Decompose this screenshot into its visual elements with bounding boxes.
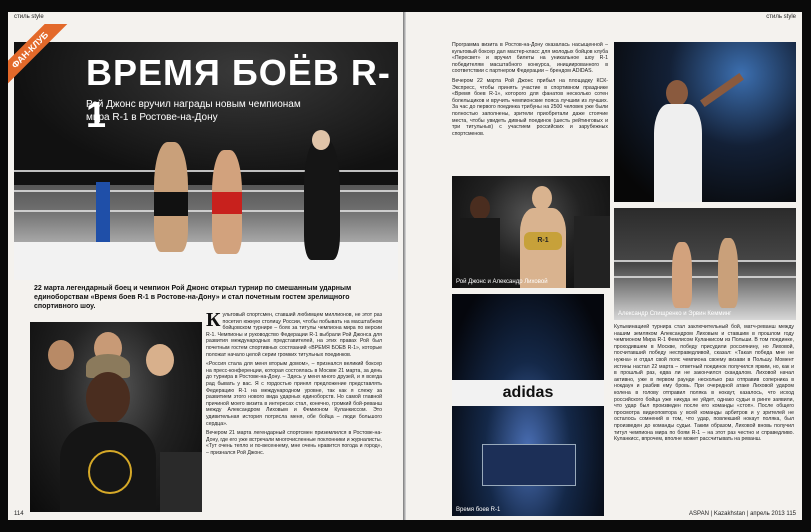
referee [304, 138, 340, 260]
running-head-right: стиль style [766, 14, 796, 20]
article-title: ВРЕМЯ БОЁВ R-1 [86, 52, 391, 135]
right-paragraph-2: Вечером 22 марта Рой Джонс прибыл на площадку КСК-Экспресс, чтобы принять участие в спортивном празднике «Время боев R-1», которого для фанатов несколько сотен болельщиков и вручить чемпионские пояса лучшим из лучших. За час до первого поединка трибуны на 2500 человек уже были полностью заполнены, зрители приобретали даже стоячие места, чтобы увидеть дивный поединок (шесть рейтинговых и три титульных) с участием российских и зарубежных спортсменов. [452, 77, 608, 137]
right-intro-column [452, 42, 608, 137]
championship-belt: R-1 [524, 232, 562, 250]
body-column [206, 309, 382, 456]
caption-arena: Время боев R-1 [456, 507, 501, 513]
right-paragraph-1: Программа визита в Ростов-на-Дону оказалась насыщенной – культовый боксер дал мастер-класс для молодых бойцов клуба «Пересвет» и вручил билеты на уникальное шоу R-1 победителям масштабного конкурса, инициированного в соответствии с партнером Федерации – брендом ADIDAS. [452, 42, 608, 75]
page-number-left: 114 [14, 511, 24, 517]
page-number-right: ASPAN | Kazakhstan | апрель 2013 115 [689, 511, 796, 517]
belt-ceremony-photo [452, 176, 610, 288]
performer-shirt [654, 104, 702, 202]
hero-ring-photo [14, 42, 398, 280]
roy-jones-group-photo [30, 322, 202, 512]
roy-jones-face [86, 372, 130, 424]
section-tag-wrapper [8, 24, 70, 104]
caption-roy-jones-likhovoy: Рой Джонс и Александр Лиховой [456, 279, 548, 285]
caption-fighters: Александр Спищренко и Эрвин Кемминг [618, 311, 732, 317]
ring-corner-post [96, 182, 110, 246]
section-tag: ФАН-КЛУБ [8, 24, 70, 90]
body-paragraph-1: ультовый спортсмен, ставший любимцем миллионов, не этот раз посетил южную столицу России, чтобы побывать на масштабном бойцовском турнире – боях за титулы чемпиона мира по версии R-1. Чемпионы и руководство Федерации R-1 выбрали Рой Джонса для развития международных представителей, на этих правах Рой был почетным гостем спортивных состязаний «ВРЕМЯ БОЕВ R-1», которые положат начало целой серии громких титульных поединков. [206, 312, 382, 358]
body-paragraph-3: Вечером 21 марта легендарный спортсмен приземлился в Ростове-на-Дону, где его уже встречали многочисленные поклонники и журналисты. «Тут очень тепло и по-весеннему, мне очень нравится погода и город», – признался Рой Джонс. [206, 430, 382, 456]
lead-paragraph: 22 марта легендарный боец и чемпион Рой Джонс открыл турнир по смешанным ударным единоборствам «Время боев R-1 в Ростове-на-Дону» и стал почетным гостем зрелищного спортивного шоу. [34, 285, 352, 310]
dropcap: К [206, 309, 221, 331]
running-head: стиль style [14, 14, 44, 20]
article-subtitle: Рой Джонс вручил награды новым чемпионам мира R-1 в Ростове-на-Дону [86, 99, 301, 123]
ring [482, 444, 576, 486]
performer-photo [614, 42, 796, 202]
r1-shirt-logo [88, 450, 132, 494]
body-paragraph-2: «Россия стала для меня вторым домом», – признался великий боксер на пресс-конференции, которая состоялась в Москве 21 марта, за день до турнира в Ростове-на-Дону. – Здесь у меня много друзей, и я всегда рад бывать у вас. Я с гордостью принял предложение представлять Федерацию R-1 на международном уровне, так как я слежу за развитием этого нового вида ударных единоборств. Но самой главной причиной моего визита в интересах стал, конечно, громкий бой-реванш между Александром Лиховым и Фемионом Куланкиссом. Это удивительная история потрясла меня, обе бойца – люди большого сердца». [206, 361, 382, 427]
right-page [406, 12, 802, 520]
arena-photo [452, 294, 604, 516]
right-main-column: Кульминацией турнира стал заключительный бой, матч-реванш между нашим земляком Александром Лиховым и ставшим в прошлом году чемпионом Мира R-1 Фемлисом Куланкисом из Польши. В том поединке, проходившем в Москве, победу присудили россиянину, но Лиховой, посчитавший победу несправедливой, сказал: «Такая победа мне не нужна» и отдал свой пояс чемпиона своему визави в Польшу. Момент истины настал 22 марта – ответный поединок получился ярким, но, как и в прошлый раз, едва ли не закончился скандалом. Лиховой начал активно, уже в первом раунде несколько раз отправив соперника в нокдаун и разбив ему бровь. При очередной атаке Лиховой ударом колена в голову отправил поляка в нокаут, казалось, что исход российского бойца уже никуда не уйдет, однако судьи в ринге заявили, что удар был произведен после его команды «стоп». После общего просмотра видеоповтора у всей команды арбитров и у зрителей не осталось сомнений в том, что удар, повлекший нокаут поляка, был произведен до команды судьи. Таким образом, Лиховой вновь получил титул чемпиона мира по боям R-1 – на этот раз честно и справедливо. Куланкисс, впрочем, вполне может рассчитывать на реванш. [614, 324, 794, 443]
left-page [8, 12, 404, 520]
adidas-banner: adidas [452, 380, 604, 406]
fight-photo [614, 208, 796, 320]
